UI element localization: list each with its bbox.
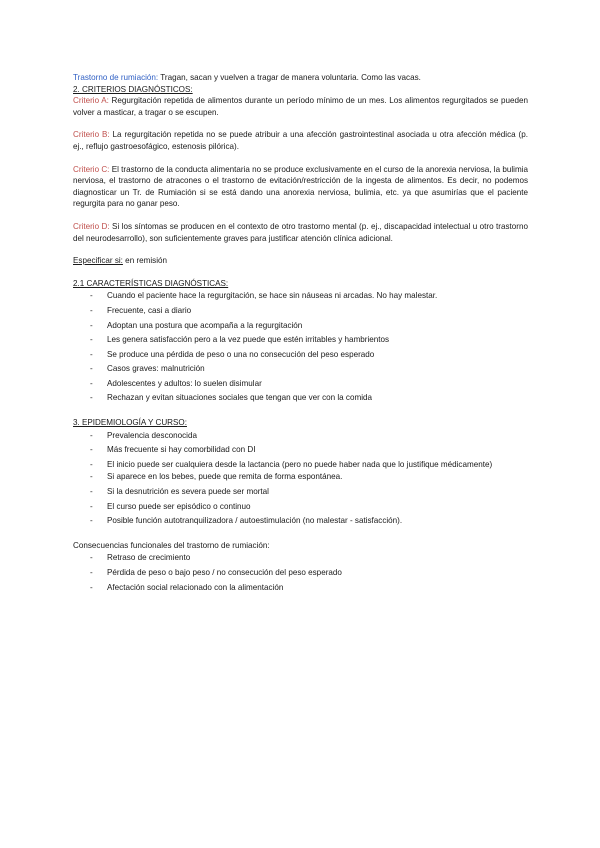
caracteristicas-list (73, 289, 528, 406)
criterio-b-text: La regurgitación repetida no se puede atribuir a una afección gastrointestinal asociada u otra afección médica (p. ej., reflujo gastroesofágico, estenosis pilórica). (73, 130, 528, 151)
caracteristicas-heading: 2.1 CARACTERÍSTICAS DIAGNÓSTICAS: (73, 278, 229, 288)
epidemiologia-list (73, 429, 528, 529)
consecuencias-heading: Consecuencias funcionales del trastorno de rumiación: (73, 540, 270, 550)
criterio-b (73, 129, 528, 152)
list-item: - Afectación social relacionado con la alimentación (90, 582, 284, 592)
list-item: - El inicio puede ser cualquiera desde la lactancia (pero no puede haber nada que lo justifique médicamente) (90, 459, 493, 469)
intro-paragraph (73, 72, 528, 84)
criterios-heading: 2. CRITERIOS DIAGNÓSTICOS: (73, 84, 193, 94)
intro-definition: Tragan, sacan y vuelven a tragar de manera voluntaria. Como las vacas. (158, 73, 421, 82)
list-item: - Frecuente, casi a diario (90, 305, 192, 315)
list-item: - Rechazan y evitan situaciones sociales que tengan que ver con la comida (90, 393, 373, 403)
list-item: - Más frecuente si hay comorbilidad con DI (90, 445, 256, 455)
criterio-d-text: Si los síntomas se producen en el contexto de otro trastorno mental (p. ej., discapacidad intelectual u otro trastorno del neurodesarrollo), son suficientemente graves para justificar atención clínica adicional. (73, 221, 528, 243)
document-page (73, 72, 528, 595)
list-item: - Posible función autotranquilizadora / autoestimulación (no malestar - satisfacción). (90, 516, 403, 526)
criterio-c-label: Criterio C: (73, 164, 110, 174)
criterio-a (73, 95, 528, 118)
criterio-c-text: El trastorno de la conducta alimentaria no se produce exclusivamente en el curso de la anorexia nerviosa, la bulimia nerviosa, el trastorno de atracones o el trastorno de evitación/restricción de la ingesta de alimentos. Es decir, no podemos diagnosticar un Tr. de Rumiación si se está dando una anorexia nerviosa, bulimia, etc. ya que asumirías que el paciente regurgita para no ganar peso. (73, 164, 528, 209)
list-item: - Si aparece en los bebes, puede que remita de forma espontánea. (90, 472, 343, 482)
list-item: - Adoptan una postura que acompaña a la regurgitación (90, 320, 303, 330)
criterio-d (73, 221, 528, 244)
list-item: - Si la desnutrición es severa puede ser mortal (90, 487, 269, 497)
list-item: - Cuando el paciente hace la regurgitación, se hace sin náuseas ni arcadas. No hay malestar. (90, 291, 438, 301)
list-item: - El curso puede ser episódico o continuo (90, 501, 251, 511)
criterio-c (73, 164, 528, 210)
criterio-b-label: Criterio B: (73, 130, 110, 140)
especificar-line (73, 255, 528, 267)
list-item: - Se produce una pérdida de peso o una no consecución del peso esperado (90, 349, 375, 359)
epidemiologia-heading: 3. EPIDEMIOLOGÍA Y CURSO: (73, 418, 187, 428)
list-item: - Retraso de crecimiento (90, 553, 191, 563)
intro-term: Trastorno de rumiación: (73, 73, 159, 82)
list-item: - Les genera satisfacción pero a la vez puede que estén irritables y hambrientos (90, 335, 390, 345)
list-item: - Adolescentes y adultos: lo suelen disimular (90, 378, 262, 388)
list-item: - Pérdida de peso o bajo peso / no consecución del peso esperado (90, 568, 342, 577)
list-item: - Prevalencia desconocida (90, 430, 197, 440)
criterio-a-text: Regurgitación repetida de alimentos durante un período mínimo de un mes. Los alimentos regurgitados se pueden volver a masticar, a tragar o se escupen. (73, 96, 528, 117)
criterio-a-label: Criterio A: (73, 96, 109, 106)
consecuencias-list (73, 551, 528, 595)
especificar-value: en remisión (122, 256, 168, 266)
especificar-label: Especificar si: (73, 256, 123, 266)
list-item: - Casos graves: malnutrición (90, 364, 205, 374)
criterio-d-label: Criterio D: (73, 221, 110, 231)
